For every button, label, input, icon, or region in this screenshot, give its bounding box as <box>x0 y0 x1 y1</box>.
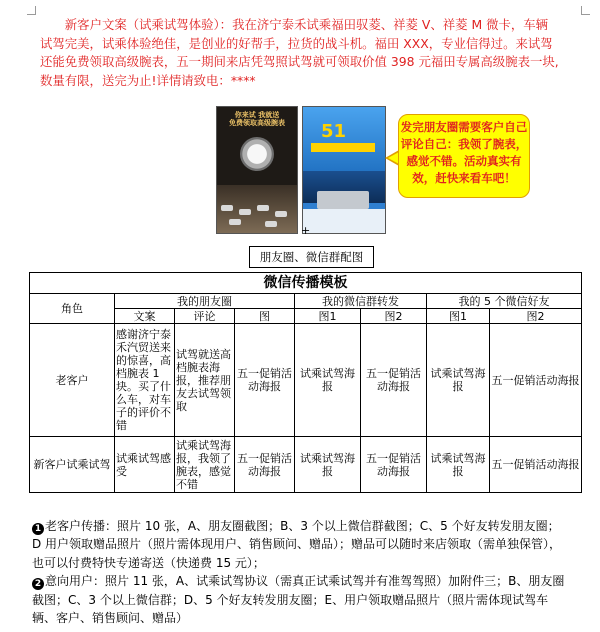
note-item <box>32 572 568 627</box>
wechat-group-header: 我的微信群转发 <box>295 294 427 309</box>
poster-title <box>219 111 295 133</box>
group-pic2-cell: 五一促销活动海报 <box>361 324 427 437</box>
notes-section <box>32 517 568 627</box>
comment-cell: 试驾就送高档腕表海报，推荐朋友去试驾领取 <box>175 324 235 437</box>
truck-icon <box>317 191 369 209</box>
friends-pic2-cell: 五一促销活动海报 <box>490 437 582 493</box>
friends-pic1-header: 图1 <box>427 309 490 324</box>
car-icon <box>221 205 233 211</box>
pic-cell: 五一促销活动海报 <box>235 324 295 437</box>
poster-footer <box>303 209 385 233</box>
wechat-template-table <box>29 272 582 493</box>
table-row <box>30 437 582 493</box>
note-text: 老客户传播：照片 10 张，A、朋友圈截图；B、3 个以上微信群截图；C、5 个好友转发朋友圈；D 用户领取赠品照片（照片需体现用户、销售顾问、赠品）；赠品可以随时来店领取（需单独保管），也可以付费特快专递寄送（快递费 15 元）； <box>32 519 562 570</box>
circled-number-2: 2 <box>32 578 44 590</box>
copy-cell: 试乘试驾感受 <box>115 437 175 493</box>
car-icon <box>239 209 251 215</box>
moments-group-header: 我的朋友圈 <box>115 294 295 309</box>
watch-poster-image <box>216 106 298 234</box>
circled-number-1: 1 <box>32 523 44 535</box>
watch-icon <box>240 137 274 171</box>
note-text: 意向用户：照片 11 张，A、试乘试驾协议（需真正试乘试驾并有准驾驾照）加附件三；B、朋友圈截图；C、3 个以上微信群；D、5 个好友转发朋友圈；E、用户领取赠品照片（照片需体现试驾车辆、客户、销售顾问、赠品） <box>32 574 565 626</box>
group-pic1-cell: 试乘试驾海报 <box>295 324 361 437</box>
poster-sky <box>303 107 385 177</box>
plus-sign: + <box>301 224 311 237</box>
poster-subtitle-line: 免费领取高级腕表 <box>229 119 285 127</box>
poster-banner <box>311 143 375 152</box>
role-header: 角色 <box>30 294 115 324</box>
pic-cell: 五一促销活动海报 <box>235 437 295 493</box>
callout-note: 发完朋友圈需要客户自己评论自己：我领了腕表，感觉不错。活动真实有效，赶快来看车吧！ <box>398 114 530 198</box>
poster-number: 51 <box>321 121 347 142</box>
car-icon <box>229 219 241 225</box>
role-cell: 老客户 <box>30 324 115 437</box>
comment-header: 评论 <box>175 309 235 324</box>
comment-cell: 试乘试驾海报，我领了腕表，感觉不错 <box>175 437 235 493</box>
may-day-poster-image <box>302 106 386 234</box>
note-item <box>32 517 568 572</box>
intro-paragraph: 新客户文案（试乘试驾体验）：我在济宁泰禾试乘福田驭菱、祥菱 V、祥菱 M 微卡，车辆试驾完美，试乘体验绝佳，是创业的好帮手，拉货的战斗机。福田 XXX，专业信得过。来试驾还能免费领取高级腕表，五一期间来店凭驾照试驾就可领取价值 398 元福田专属高级腕表一块,数量有限，送完为止!详情请致电：**** <box>40 17 559 88</box>
pic-header: 图 <box>235 309 295 324</box>
friends-pic1-cell: 试乘试驾海报 <box>427 324 490 437</box>
copy-header: 文案 <box>115 309 175 324</box>
table-title: 微信传播模板 <box>30 273 582 294</box>
friends-pic1-cell: 试乘试驾海报 <box>427 437 490 493</box>
page-corner-mark <box>581 6 590 15</box>
table-row <box>30 324 582 437</box>
copy-cell: 感谢济宁泰禾汽贸送来的惊喜，高档腕表 1 块。买了什么车，对车子的评价不错 <box>115 324 175 437</box>
car-icon <box>257 205 269 211</box>
car-icon <box>275 211 287 217</box>
friends-pic2-header: 图2 <box>490 309 582 324</box>
group-pic2-cell: 五一促销活动海报 <box>361 437 427 493</box>
page-corner-mark <box>27 6 36 15</box>
friends-pic2-cell: 五一促销活动海报 <box>490 324 582 437</box>
poster-title-line: 你来试 我就送 <box>234 111 280 119</box>
group-pic1-header: 图1 <box>295 309 361 324</box>
car-icon <box>265 221 277 227</box>
cars-strip <box>217 185 297 233</box>
role-cell: 新客户试乘试驾 <box>30 437 115 493</box>
five-friends-header: 我的 5 个微信好友 <box>427 294 582 309</box>
image-caption: 朋友圈、微信群配图 <box>249 246 374 268</box>
group-pic1-cell: 试乘试驾海报 <box>295 437 361 493</box>
group-pic2-header: 图2 <box>361 309 427 324</box>
